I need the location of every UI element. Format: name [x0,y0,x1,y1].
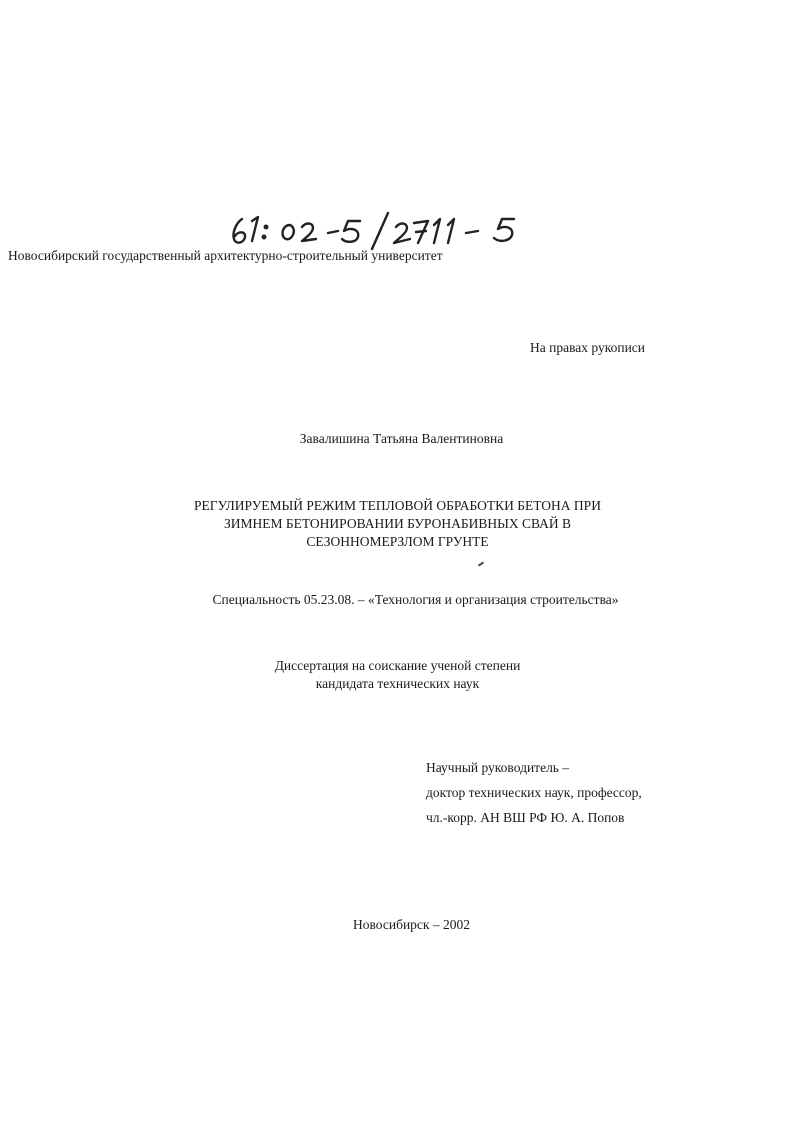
rights-notice: На правах рукописи [530,340,646,355]
specialty: Специальность 05.23.08. – «Технология и организация строительства» [212,592,619,607]
scientific-supervisor [426,755,642,830]
handwritten-archive-number [228,205,548,253]
university-name: Новосибирский государственный архитектурно-строительный университет [8,248,443,263]
degree-line: Диссертация на соискание ученой степени [274,658,521,673]
title-line: РЕГУЛИРУЕМЫЙ РЕЖИМ ТЕПЛОВОЙ ОБРАБОТКИ БЕТОНА ПРИ [194,498,601,513]
dissertation-title [0,497,795,551]
degree-line: кандидата технических наук [315,676,480,691]
author-name: Завалишина Татьяна Валентиновна [299,431,504,446]
supervisor-line: Научный руководитель – [426,760,570,775]
dissertation-degree [0,657,795,693]
supervisor-line: доктор технических наук, профессор, [426,785,642,800]
supervisor-line: чл.-корр. АН ВШ РФ Ю. А. Попов [426,810,625,825]
scan-speck [478,561,484,566]
city-year: Новосибирск – 2002 [353,917,470,932]
title-line: СЕЗОННОМЕРЗЛОМ ГРУНТЕ [306,534,489,549]
title-line: ЗИМНЕМ БЕТОНИРОВАНИИ БУРОНАБИВНЫХ СВАЙ В [223,516,572,531]
